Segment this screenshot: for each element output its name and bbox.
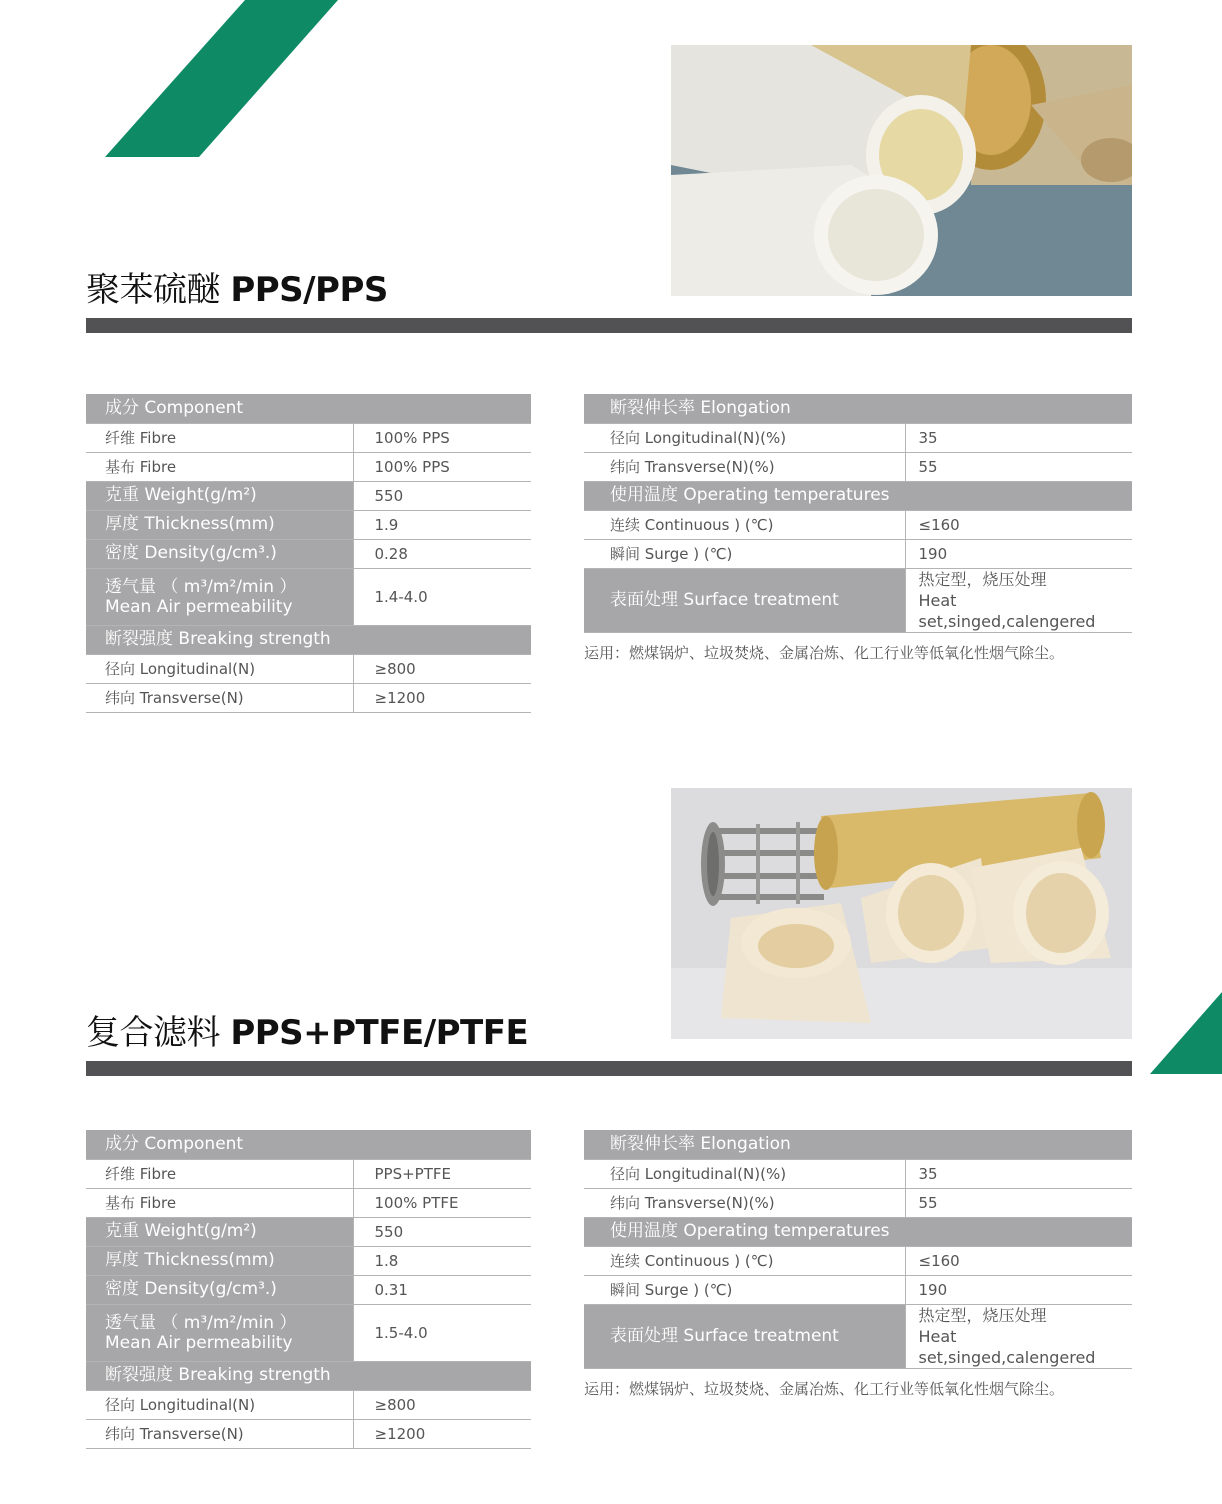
operating-temperatures-header: 使用温度 Operating temperatures: [584, 1217, 1132, 1246]
breaking-strength-header: 断裂强度 Breaking strength: [86, 625, 531, 654]
table-row: [86, 452, 531, 481]
weight-label: 克重 Weight(g/m²): [86, 481, 353, 510]
air-permeability-label: [86, 1304, 353, 1361]
elongation-transverse-label: 纬向 Transverse(N)(%): [584, 1188, 905, 1217]
filter-bags-photo: [671, 45, 1132, 296]
surface-treatment-value-cn: 热定型，烧压处理: [918, 1305, 1047, 1325]
table-row: [584, 1275, 1132, 1304]
elongation-longitudinal-value: 35: [905, 423, 1132, 452]
longitudinal-value: ≥800: [353, 654, 531, 683]
surface-treatment-value-en: Heat set,singed,calengered: [918, 1326, 1096, 1367]
weight-value: 550: [353, 481, 531, 510]
component-table: [86, 1130, 531, 1449]
table-row: [86, 1419, 531, 1448]
table-row: [584, 1159, 1132, 1188]
table-row: [584, 539, 1132, 568]
density-label: 密度 Density(g/cm³.): [86, 539, 353, 568]
product-title: [86, 1005, 528, 1054]
table-row: [584, 568, 1132, 632]
table-row: [584, 1304, 1132, 1368]
table-row: [86, 1304, 531, 1361]
continuous-value: ≤160: [905, 1246, 1132, 1275]
elongation-longitudinal-value: 35: [905, 1159, 1132, 1188]
base-fibre-label: 基布 Fibre: [86, 452, 353, 481]
weight-value: 550: [353, 1217, 531, 1246]
surge-label: 瞬间 Surge ) (℃): [584, 539, 905, 568]
surge-value: 190: [905, 539, 1132, 568]
product-title-en: PPS/PPS: [230, 270, 388, 310]
table-row: [584, 1246, 1132, 1275]
table-row: [584, 423, 1132, 452]
continuous-label: 连续 Continuous ) (℃): [584, 1246, 905, 1275]
transverse-label: 纬向 Transverse(N): [86, 683, 353, 712]
table-row: [86, 1159, 531, 1188]
thickness-value: 1.8: [353, 1246, 531, 1275]
thickness-label: 厚度 Thickness(mm): [86, 1246, 353, 1275]
fibre-label: 纤维 Fibre: [86, 423, 353, 452]
table-row: [86, 654, 531, 683]
table-row: [86, 481, 531, 510]
table-row: [86, 1188, 531, 1217]
elongation-longitudinal-label: 径向 Longitudinal(N)(%): [584, 423, 905, 452]
surge-value: 190: [905, 1275, 1132, 1304]
application-note: 运用：燃煤锅炉、垃圾焚烧、金属冶炼、化工行业等低氧化性烟气除尘。: [584, 644, 1065, 662]
air-permeability-value: 1.4-4.0: [353, 568, 531, 625]
transverse-value: ≥1200: [353, 1419, 531, 1448]
surface-treatment-label: 表面处理 Surface treatment: [584, 568, 905, 632]
component-header: 成分 Component: [86, 394, 531, 423]
breaking-strength-header: 断裂强度 Breaking strength: [86, 1361, 531, 1390]
weight-label: 克重 Weight(g/m²): [86, 1217, 353, 1246]
fibre-value: 100% PPS: [353, 423, 531, 452]
elongation-transverse-value: 55: [905, 452, 1132, 481]
air-permeability-label-en: Mean Air permeability: [105, 1332, 293, 1353]
elongation-transverse-value: 55: [905, 1188, 1132, 1217]
longitudinal-label: 径向 Longitudinal(N): [86, 654, 353, 683]
elongation-table: [584, 394, 1132, 633]
air-permeability-value: 1.5-4.0: [353, 1304, 531, 1361]
density-label: 密度 Density(g/cm³.): [86, 1275, 353, 1304]
base-fibre-label: 基布 Fibre: [86, 1188, 353, 1217]
product-title: [86, 262, 388, 311]
elongation-header: 断裂伸长率 Elongation: [584, 1130, 1132, 1159]
fibre-value: PPS+PTFE: [353, 1159, 531, 1188]
table-row: [86, 1390, 531, 1419]
table-row: [86, 1217, 531, 1246]
transverse-label: 纬向 Transverse(N): [86, 1419, 353, 1448]
table-row: [86, 1246, 531, 1275]
air-permeability-label-cn: 透气量 （ m³/m²/min ）: [105, 1312, 297, 1333]
fibre-label: 纤维 Fibre: [86, 1159, 353, 1188]
table-row: [584, 452, 1132, 481]
application-note: 运用：燃煤锅炉、垃圾焚烧、金属冶炼、化工行业等低氧化性烟气除尘。: [584, 1380, 1065, 1398]
continuous-value: ≤160: [905, 510, 1132, 539]
table-row: [86, 539, 531, 568]
section-divider: [86, 1061, 1132, 1076]
elongation-header: 断裂伸长率 Elongation: [584, 394, 1132, 423]
elongation-table: [584, 1130, 1132, 1369]
table-row: [86, 568, 531, 625]
table-row: [86, 1275, 531, 1304]
filter-bags-cage-photo: [671, 788, 1132, 1039]
air-permeability-label: [86, 568, 353, 625]
thickness-label: 厚度 Thickness(mm): [86, 510, 353, 539]
base-fibre-value: 100% PTFE: [353, 1188, 531, 1217]
operating-temperatures-header: 使用温度 Operating temperatures: [584, 481, 1132, 510]
continuous-label: 连续 Continuous ) (℃): [584, 510, 905, 539]
component-table: [86, 394, 531, 713]
elongation-transverse-label: 纬向 Transverse(N)(%): [584, 452, 905, 481]
base-fibre-value: 100% PPS: [353, 452, 531, 481]
elongation-longitudinal-label: 径向 Longitudinal(N)(%): [584, 1159, 905, 1188]
surface-treatment-value-cn: 热定型，烧压处理: [918, 569, 1047, 589]
density-value: 0.31: [353, 1275, 531, 1304]
table-row: [86, 683, 531, 712]
surface-treatment-label: 表面处理 Surface treatment: [584, 1304, 905, 1368]
surface-treatment-value: [905, 568, 1132, 632]
longitudinal-label: 径向 Longitudinal(N): [86, 1390, 353, 1419]
table-row: [86, 510, 531, 539]
surface-treatment-value: [905, 1304, 1132, 1368]
surface-treatment-value-en: Heat set,singed,calengered: [918, 590, 1096, 631]
table-row: [584, 1188, 1132, 1217]
product-title-cn: 复合滤料: [86, 1013, 220, 1053]
air-permeability-label-en: Mean Air permeability: [105, 596, 293, 617]
component-header: 成分 Component: [86, 1130, 531, 1159]
density-value: 0.28: [353, 539, 531, 568]
green-corner-decoration-top: [0, 0, 340, 160]
product-title-cn: 聚苯硫醚: [86, 270, 220, 310]
table-row: [584, 510, 1132, 539]
thickness-value: 1.9: [353, 510, 531, 539]
air-permeability-label-cn: 透气量 （ m³/m²/min ）: [105, 576, 297, 597]
green-corner-decoration-right: [1150, 992, 1222, 1074]
table-row: [86, 423, 531, 452]
surge-label: 瞬间 Surge ) (℃): [584, 1275, 905, 1304]
transverse-value: ≥1200: [353, 683, 531, 712]
section-divider: [86, 318, 1132, 333]
longitudinal-value: ≥800: [353, 1390, 531, 1419]
product-title-en: PPS+PTFE/PTFE: [230, 1013, 529, 1053]
